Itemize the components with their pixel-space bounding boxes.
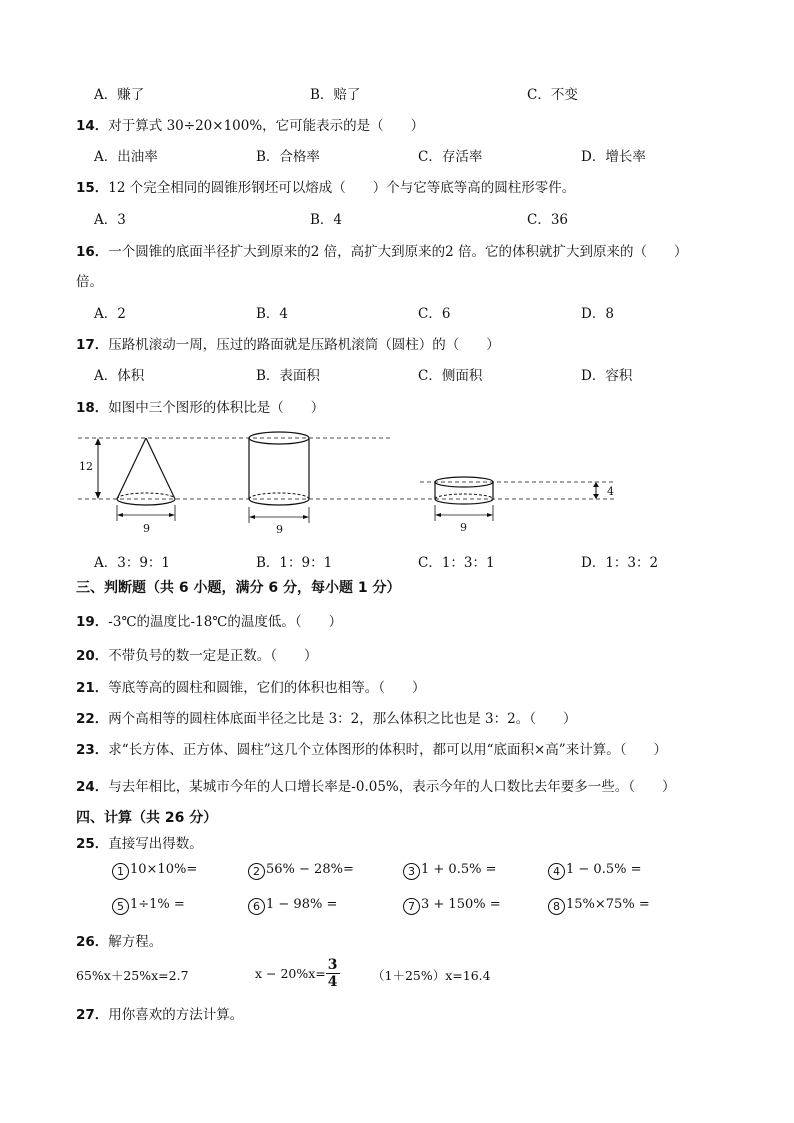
circled-number: 8: [548, 898, 565, 915]
question-15: [76, 176, 575, 196]
question-text: 与去年相比，某城市今年的人口增长率是-0.05%，表示今年的人口数比去年要多一些。（ ）: [108, 779, 676, 795]
question-text: 解方程。: [108, 934, 163, 950]
calc-expression: 3 + 150% =: [421, 897, 501, 912]
calc-expression: 15%×75% =: [566, 897, 650, 912]
question-text: 一个圆锥的底面半径扩大到原来的2 倍，高扩大到原来的2 倍。它的体积就扩大到原来的（ ）: [108, 244, 688, 260]
q14-option-c: C．存活率: [418, 149, 483, 165]
question-number: 26．: [76, 934, 109, 950]
calc-item-5: [112, 897, 185, 915]
question-number: 25．: [76, 836, 109, 852]
circled-number: 7: [403, 898, 420, 915]
circled-number: 4: [548, 863, 565, 880]
question-number: 15．: [76, 180, 109, 196]
question-16-continued: 倍。: [76, 274, 103, 290]
question-number: 24．: [76, 779, 109, 795]
q18-figure: [70, 425, 630, 540]
tall-cylinder: [249, 432, 309, 505]
section-3-title: 三、判断题（共 6 小题，满分 6 分，每小题 1 分）: [76, 580, 401, 596]
q17-option-b: B．表面积: [256, 368, 320, 384]
question-16: [76, 240, 688, 260]
height-label: 12: [79, 460, 93, 473]
cone: [117, 438, 175, 505]
question-text: 对于算式 30÷20×100%，它可能表示的是（ ）: [108, 118, 425, 134]
question-number: 23．: [76, 742, 109, 758]
equation-2: [255, 957, 340, 990]
circled-number: 5: [112, 898, 129, 915]
circled-number: 1: [112, 863, 129, 880]
short-cylinder: [435, 477, 493, 504]
calc-expression: 1 − 0.5% =: [566, 862, 642, 877]
q13-option-b: B．赔了: [310, 87, 361, 103]
question-number: 20．: [76, 648, 109, 664]
question-number: 19．: [76, 614, 109, 630]
calc-item-3: [403, 862, 496, 880]
equation-1: 65%x＋25%x=2.7: [76, 968, 189, 983]
q16-option-c: C．6: [418, 306, 451, 322]
question-22: [76, 707, 577, 727]
q15-option-c: C．36: [527, 212, 569, 228]
question-text: 用你喜欢的方法计算。: [108, 1007, 244, 1023]
equation-3: （1＋25%）x=16.4: [372, 968, 491, 983]
fraction-numerator: 3: [327, 957, 338, 973]
question-number: 18．: [76, 400, 109, 416]
fraction: [326, 957, 340, 990]
question-number: 14．: [76, 118, 109, 134]
q18-option-b: B．1：9：1: [256, 555, 333, 571]
question-number: 21．: [76, 680, 109, 696]
question-text: 压路机滚动一周，压过的路面就是压路机滚筒（圆柱）的（ ）: [108, 337, 500, 353]
question-number: 27．: [76, 1007, 109, 1023]
q14-option-b: B．合格率: [256, 149, 320, 165]
question-20: [76, 644, 318, 664]
q14-option-d: D．增长率: [581, 149, 646, 165]
question-text: 求“长方体、正方体、圆柱”这几个立体图形的体积时，都可以用“底面积×高”来计算。（ ）: [108, 742, 667, 758]
question-14: [76, 114, 424, 134]
q16-option-d: D．8: [581, 306, 614, 322]
calc-item-7: [403, 897, 501, 915]
q13-option-c: C．不变: [527, 87, 578, 103]
question-27: [76, 1003, 243, 1023]
q14-option-a: A．出油率: [94, 149, 158, 165]
fraction-denominator: 4: [327, 974, 338, 990]
q18-option-c: C．1：3：1: [418, 555, 495, 571]
short-height-label: 4: [607, 485, 614, 498]
question-18: [76, 396, 324, 416]
question-number: 17．: [76, 337, 109, 353]
question-text: 直接写出得数。: [108, 836, 203, 852]
q15-option-a: A．3: [94, 212, 126, 228]
question-25: [76, 832, 203, 852]
calc-item-2: [248, 862, 354, 880]
question-number: 16．: [76, 244, 109, 260]
question-19: [76, 610, 342, 630]
question-text: -3℃的温度比-18℃的温度低。（ ）: [108, 614, 343, 630]
q16-option-b: B．4: [256, 306, 289, 322]
calc-expression: 1 − 98% =: [266, 897, 338, 912]
calc-expression: 1 + 0.5% =: [421, 862, 497, 877]
question-text: 12 个完全相同的圆锥形钢坯可以熔成（ ）个与它等底等高的圆柱形零件。: [108, 180, 576, 196]
q16-option-a: A．2: [94, 306, 126, 322]
circled-number: 2: [248, 863, 265, 880]
question-26: [76, 930, 162, 950]
question-text: 如图中三个图形的体积比是（ ）: [108, 400, 325, 416]
question-number: 22．: [76, 711, 109, 727]
question-24: [76, 775, 676, 795]
q18-option-a: A．3：9：1: [94, 555, 171, 571]
q18-option-d: D．1：3：2: [581, 555, 659, 571]
cone-base-label: 9: [143, 522, 150, 535]
question-21: [76, 676, 426, 696]
short-cylinder-base-label: 9: [460, 521, 467, 534]
question-17: [76, 333, 500, 353]
question-text: 等底等高的圆柱和圆锥，它们的体积也相等。（ ）: [108, 680, 426, 696]
q17-option-d: D．容积: [581, 368, 633, 384]
calc-expression: 1÷1% =: [130, 897, 185, 912]
calc-expression: 56% − 28%=: [266, 862, 354, 877]
circled-number: 6: [248, 898, 265, 915]
q15-option-b: B．4: [310, 212, 343, 228]
calc-item-4: [548, 862, 641, 880]
calc-item-6: [248, 897, 337, 915]
calc-item-8: [548, 897, 650, 915]
q17-option-c: C．侧面积: [418, 368, 483, 384]
calc-item-1: [112, 862, 197, 880]
question-23: [76, 738, 667, 758]
q17-option-a: A．体积: [94, 368, 145, 384]
question-text: 两个高相等的圆柱体底面半径之比是 3：2，那么体积之比也是 3：2。（ ）: [108, 711, 577, 727]
circled-number: 3: [403, 863, 420, 880]
q13-option-a: A．赚了: [94, 87, 145, 103]
calc-expression: 10×10%=: [130, 862, 198, 877]
section-4-title: 四、计算（共 26 分）: [76, 810, 218, 826]
question-text: 不带负号的数一定是正数。（ ）: [108, 648, 318, 664]
cylinder-base-label: 9: [276, 523, 283, 536]
equation-2-left: x − 20%x=: [255, 966, 326, 981]
